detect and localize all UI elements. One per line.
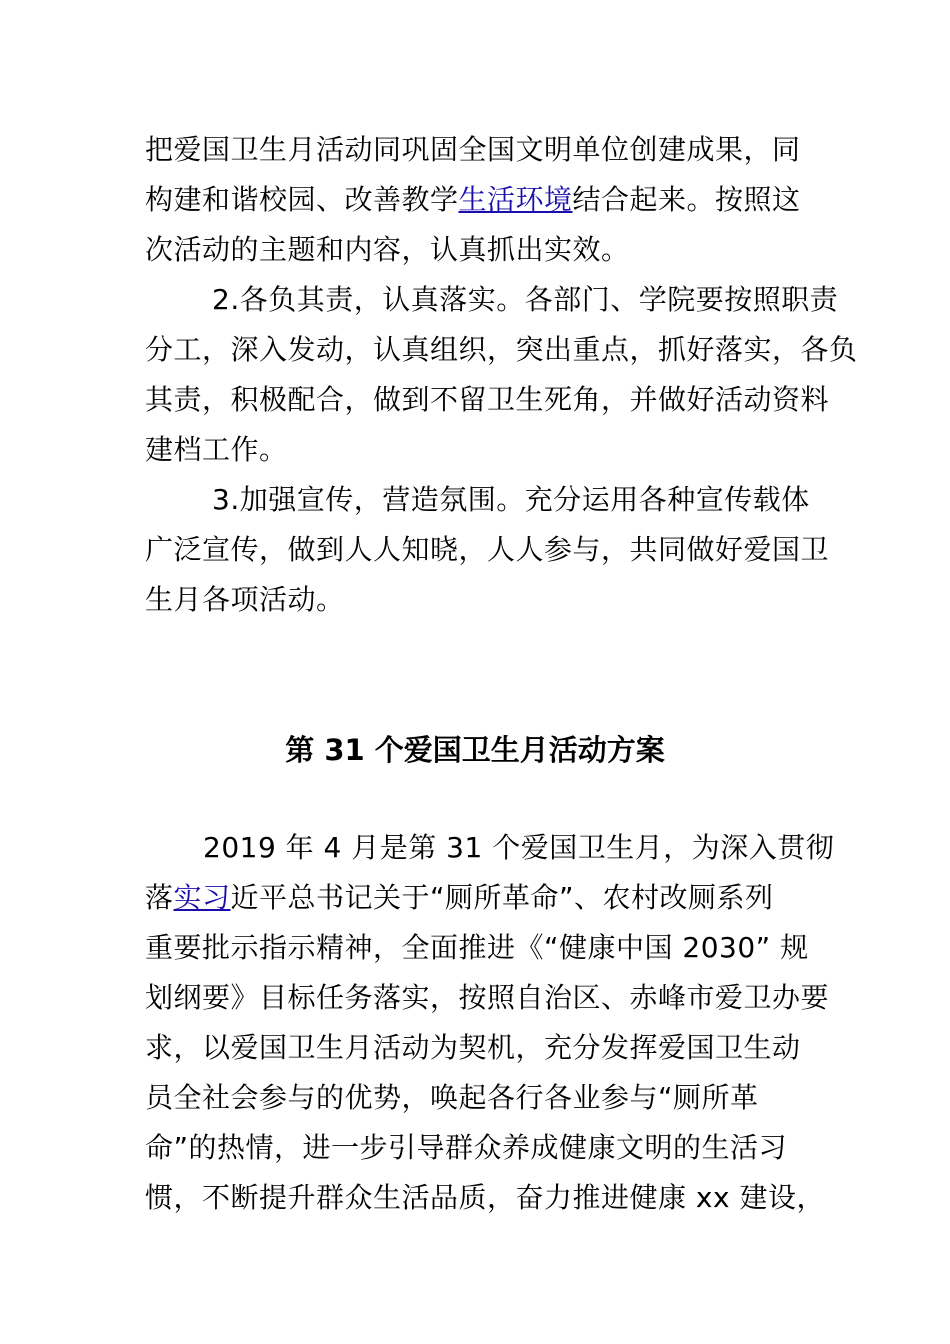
text-segment: 构建和谐校园、改善教学: [145, 183, 459, 216]
text-line: 重要批示指示精神，全面推进《“健康中国 2030” 规: [145, 931, 809, 964]
text-line: 生月各项活动。: [145, 583, 345, 616]
text-line: 2019 年 4 月是第 31 个爱国卫生月，为深入贯彻: [203, 831, 835, 864]
text-line: 2.各负其责，认真落实。各部门、学院要按照职责: [212, 283, 839, 316]
text-line: [145, 182, 815, 218]
text-line: 建档工作。: [145, 433, 288, 466]
text-line: 其责，积极配合，做到不留卫生死角，并做好活动资料: [145, 383, 830, 416]
text-line: 把爱国卫生月活动同巩固全国文明单位创建成果，同: [145, 133, 801, 166]
text-line: 划纲要》目标任务落实，按照自治区、赤峰市爱卫办要: [145, 981, 830, 1014]
text-line: 命”的热情，进一步引导群众养成健康文明的生活习: [145, 1131, 788, 1164]
text-line: 分工，深入发动，认真组织，突出重点，抓好落实，各负: [145, 333, 858, 366]
living-environment-link[interactable]: 生活环境: [458, 183, 573, 216]
text-line: 员全社会参与的优势，唤起各行各业参与“厕所革: [145, 1081, 759, 1114]
text-segment: 结合起来。按照这: [572, 183, 801, 216]
text-line: 求，以爱国卫生月活动为契机，充分发挥爱国卫生动: [145, 1031, 801, 1064]
text-line: 次活动的主题和内容，认真抓出实效。: [145, 233, 630, 266]
text-line: 3.加强宣传，营造氛围。充分运用各种宣传载体: [212, 483, 810, 516]
shixi-link[interactable]: 实习: [173, 881, 231, 914]
text-segment: 近平总书记关于“厕所革命”、农村改厕系列: [230, 881, 774, 914]
text-line: 广泛宣传，做到人人知晓，人人参与，共同做好爱国卫: [145, 533, 830, 566]
text-line: [145, 880, 815, 916]
text-line: 惯，不断提升群众生活品质，奋力推进健康 xx 建设，: [145, 1181, 825, 1214]
text-segment: 落: [145, 881, 174, 914]
section-title: 第 31 个爱国卫生月活动方案: [285, 733, 665, 767]
